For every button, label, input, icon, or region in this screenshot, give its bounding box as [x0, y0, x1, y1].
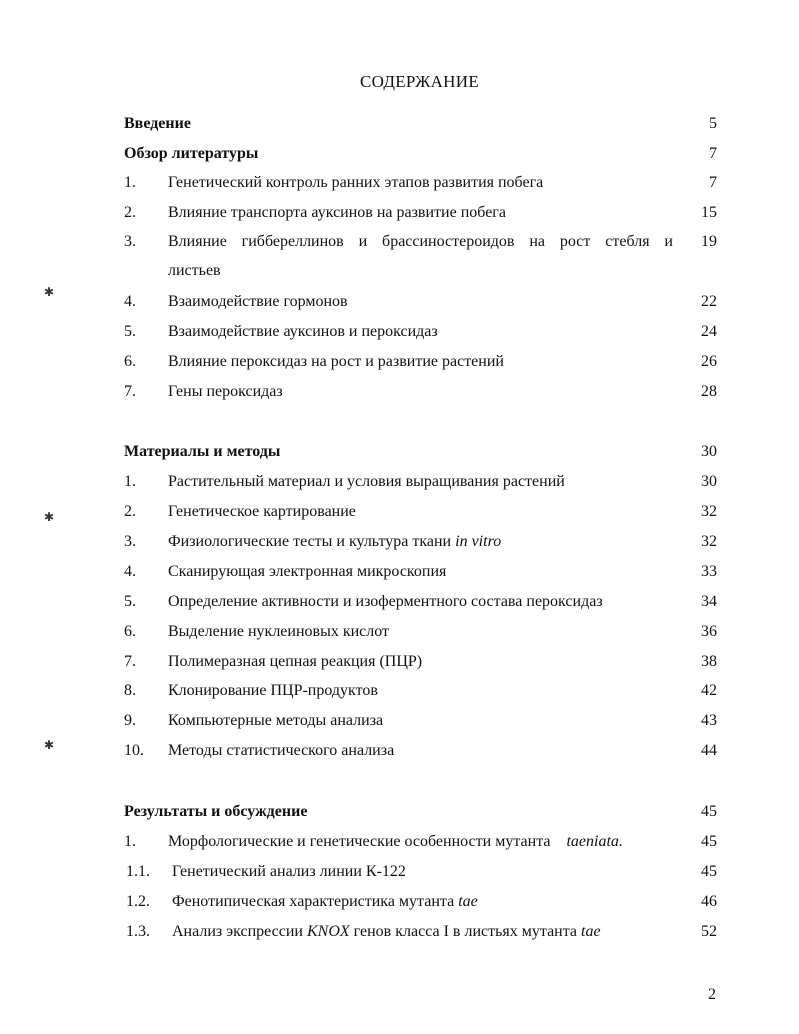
toc-row	[0, 531, 799, 553]
toc-entry-text: Фенотипическая характеристика мутанта tae	[172, 893, 478, 910]
toc-row	[0, 680, 799, 702]
toc-page-number: 15	[701, 204, 717, 221]
toc-row	[0, 921, 799, 943]
toc-entry-text: Компьютерные методы анализа	[168, 712, 384, 729]
toc-row	[0, 891, 799, 913]
toc-page-number: 7	[709, 145, 717, 162]
toc-row	[0, 291, 799, 313]
toc-row	[0, 740, 799, 762]
toc-page-number: 7	[709, 174, 717, 191]
toc-page-number: 28	[701, 383, 717, 400]
italic-term: KNOX	[306, 923, 350, 940]
toc-entry-text: Растительный материал и условия выращивания растений	[168, 473, 565, 490]
toc-row	[0, 441, 799, 463]
toc-entry-text: Физиологические тесты и культура ткани in vitro	[168, 533, 502, 550]
toc-page-number: 24	[701, 323, 717, 340]
toc-entry-text: Полимеразная цепная реакция (ПЦР)	[168, 653, 423, 670]
toc-entry-number: 7.	[124, 383, 136, 400]
toc-entry-text: Влияние транспорта ауксинов на развитие побега	[168, 204, 506, 221]
toc-row	[0, 621, 799, 643]
toc-page-number: 32	[701, 503, 717, 520]
scan-speck: ✱	[44, 738, 55, 752]
toc-entry-number: 5.	[124, 323, 136, 340]
toc-entry-number: 2.	[124, 204, 136, 221]
page-number: 2	[708, 986, 716, 1003]
toc-entry-number: 8.	[124, 682, 136, 699]
toc-entry-number: 7.	[124, 653, 136, 670]
toc-page-number: 33	[701, 563, 717, 580]
toc-entry-number: 10.	[124, 742, 144, 759]
toc-page-number: 43	[701, 712, 717, 729]
toc-row	[0, 471, 799, 493]
toc-entry-text: Влияние гиббереллинов и брассиностероидов на рост стебля и	[168, 233, 673, 250]
toc-entry-number: 9.	[124, 712, 136, 729]
toc-page-number: 5	[709, 115, 717, 132]
toc-page-number: 30	[701, 443, 717, 460]
scan-speck: ✱	[44, 510, 55, 524]
toc-page-number: 44	[701, 742, 717, 759]
italic-term: taeniata.	[566, 833, 623, 850]
toc-row	[0, 501, 799, 523]
toc-entry-text: Обзор литературы	[124, 145, 259, 162]
toc-entry-number: 1.	[124, 174, 136, 191]
toc-page-number: 38	[701, 653, 717, 670]
toc-entry-number: 3.	[124, 533, 136, 550]
toc-page-number: 45	[701, 833, 717, 850]
toc-entry-number: 1.	[124, 833, 136, 850]
toc-entry-number: 4.	[124, 563, 136, 580]
toc-entry-number: 4.	[124, 293, 136, 310]
toc-entry-number: 6.	[124, 353, 136, 370]
toc-row	[0, 381, 799, 403]
toc-page-number: 45	[701, 803, 717, 820]
toc-row	[0, 113, 799, 135]
toc-entry-number: 1.	[124, 473, 136, 490]
toc-row	[0, 561, 799, 583]
toc-entry-text: Влияние пероксидаз на рост и развитие растений	[168, 353, 504, 370]
toc-entry-text: Генетический анализ линии К-122	[172, 863, 406, 880]
toc-entry-text: Сканирующая электронная микроскопия	[168, 563, 447, 580]
toc-row	[0, 231, 799, 253]
toc-page-number: 34	[701, 593, 717, 610]
toc-row	[0, 202, 799, 224]
toc-entry-text: Взаимодействие ауксинов и пероксидаз	[168, 323, 438, 340]
toc-entry-text: Гены пероксидаз	[168, 383, 283, 400]
toc-entry-number: 1.3.	[126, 923, 150, 940]
toc-page-number: 45	[701, 863, 717, 880]
toc-entry-text: Определение активности и изоферментного состава пероксидаз	[168, 593, 603, 610]
toc-page-number: 42	[701, 682, 717, 699]
toc-page-number: 22	[701, 293, 717, 310]
toc-row	[0, 321, 799, 343]
toc-row	[0, 651, 799, 673]
toc-row	[0, 351, 799, 373]
toc-page-number: 19	[701, 233, 717, 250]
toc-page-number: 26	[701, 353, 717, 370]
toc-entry-continuation: листьев	[168, 262, 221, 279]
scan-speck: ✱	[44, 285, 55, 299]
toc-row	[0, 801, 799, 823]
toc-entry-text: Введение	[124, 115, 191, 132]
toc-row	[0, 710, 799, 732]
italic-term: tae	[458, 893, 478, 910]
toc-entry-text: Взаимодействие гормонов	[168, 293, 348, 310]
toc-row	[0, 861, 799, 883]
toc-page-number: 36	[701, 623, 717, 640]
toc-entry-number: 6.	[124, 623, 136, 640]
toc-entry-text: Морфологические и генетические особенности мутанта taeniata.	[168, 833, 623, 850]
toc-entry-number: 1.2.	[126, 893, 150, 910]
italic-term: in vitro	[455, 533, 502, 550]
toc-page-number: 32	[701, 533, 717, 550]
toc-page-number: 52	[701, 923, 717, 940]
toc-page-number: 46	[701, 893, 717, 910]
toc-entry-text: Материалы и методы	[124, 443, 281, 460]
toc-entry-number: 5.	[124, 593, 136, 610]
toc-entry-text: Выделение нуклеиновых кислот	[168, 623, 390, 640]
toc-entry-number: 1.1.	[126, 863, 150, 880]
toc-entry-text: Клонирование ПЦР-продуктов	[168, 682, 378, 699]
toc-entry-text: Генетическое картирование	[168, 503, 356, 520]
toc-entry-text: Методы статистического анализа	[168, 742, 395, 759]
toc-entry-text: Анализ экспрессии KNOX генов класса I в листьях мутанта tae	[172, 923, 601, 940]
toc-entry-number: 2.	[124, 503, 136, 520]
toc-entry-text: Генетический контроль ранних этапов развития побега	[168, 174, 544, 191]
toc-entry-text: Результаты и обсуждение	[124, 803, 308, 820]
toc-row	[0, 172, 799, 194]
toc-title: СОДЕРЖАНИЕ	[359, 72, 480, 91]
toc-row	[0, 831, 799, 853]
toc-entry-number: 3.	[124, 233, 136, 250]
toc-page-number: 30	[701, 473, 717, 490]
italic-term: tae	[581, 923, 601, 940]
toc-row	[0, 143, 799, 165]
toc-row	[0, 591, 799, 613]
